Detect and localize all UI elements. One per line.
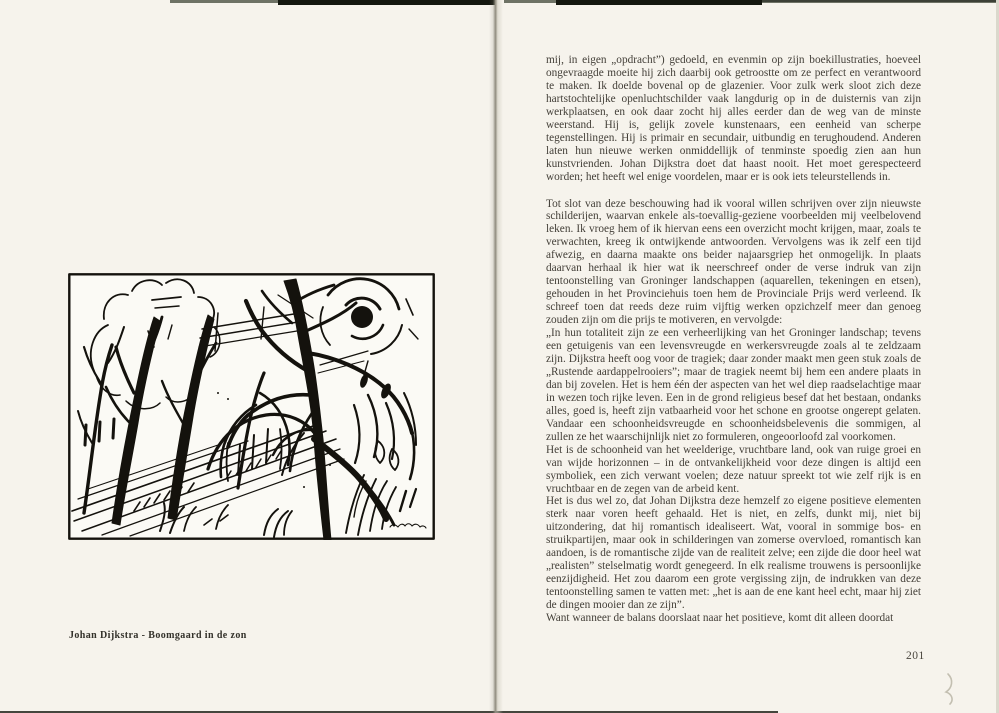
page-curl-mark <box>938 672 962 711</box>
illustration-caption: Johan Dijkstra - Boomgaard in de zon <box>69 630 247 641</box>
body-paragraph: Het is dus wel zo, dat Johan Dijkstra deze hemzelf zo eigene positieve elementen sterk naar voren heeft gehaald. Het is niet, en zelfs, dunkt mij, niet bij uitzondering, dat hij romantisch idealiseert. Wat, vooral in sommige bos- en struikpartijen, maar ook in schilderingen van zomerse overvloed, romantisch kan aandoen, is de romantische zijde van de realiteit zelve; een zijde die door heel wat „realisten” stelselmatig wordt genegeerd. In elk realisme trouwens is persoonlijke eenzijdigheid. Het zou daarom een grote vergissing zijn, de indrukken van deze tentoonstelling samen te vatten met: „het is aan de ene kant heel echt, maar hij ziet de dingen mooier dan ze zijn”. <box>546 495 921 612</box>
orchard-ink-drawing <box>68 273 435 540</box>
body-paragraph: mij, in eigen „opdracht”) gedoeld, en evenmin op zijn boekillustraties, hoeveel ongevraagde moeite hij zich daarbij ook getroostte om ze perfect en verantwoord te maken. Ik doelde bovenal op de glazenier. Voor zulk werk sloot zich deze hartstochtelijke openluchtschilder vaak langdurig op in de duisternis van zijn werkplaatsen, en ook daar zocht hij alles eerder dan de weg van de minste weerstand. Hij is, gelijk zovele kunstenaars, een eenheid van scherpe tegenstellingen. Hij is primair en secundair, uitbundig en terughoudend. Anderen laten hun nieuwe werken onmiddellijk of tenminste spoedig zien aan hun kunstvrienden. Johan Dijkstra doet dat haast nooit. Het moet gerespecteerd worden; het heeft wel enige voordelen, maar er is ook iets teleurstellends in. <box>546 54 921 183</box>
scan-edge-top <box>170 0 999 3</box>
body-paragraph: Tot slot van deze beschouwing had ik vooral willen schrijven over zijn nieuwste schilderijen, waarvan enkele als-toevallig-geziene voorbeelden mij veelbelovend leken. Ik vroeg hem of ik hiervan eens een overzicht mocht krijgen, maar, zoals te verwachten, kreeg ik ontwijkende antwoorden. Vervolgens was ik zelf een tijd afwezig, en daarna maakte ons beider najaarsgriep het onmogelijk. In plaats daarvan herhaal ik hier wat ik neerschreef onder de verse indruk van zijn tentoonstelling van Groninger landschappen (aquarellen, tekeningen en etsen), gehouden in het Provinciehuis toen hem de Provinciale Prijs werd verleend. Ik schreef toen dat reeds deze ruim vijftig werken opzichzelf meer dan genoeg zouden zijn om die prijs te motiveren, en vervolgde: <box>546 197 921 327</box>
body-paragraph: „In hun totaliteit zijn ze een verheerlijking van het Groninger landschap; tevens een getuigenis van een levensvreugde en werkersvreugde zoals al te zeldzaam zijn. Dijkstra heeft oog voor de tragiek; daar zonder maakt men geen stuk zoals de „Rustende aardappelrooiers”; maar de tragiek neemt bij hem een andere plaats in dan bij zovelen. Het is hem één der aspecten van het wel diep raadselachtige maar in wezen toch rijke leven. Een in de grond religieus besef dat het bestaan, ondanks alles, goed is, heeft zijn vatbaarheid voor het schone en grootse ongerept gelaten. Vandaar een schoonheidsvreugde en schoonheidsbelevenis die sommigen, al zullen ze het waarschijnlijk niet zo formuleren, ongeoorloofd zal voorkomen. <box>546 327 921 443</box>
scan-edge-top-right <box>762 0 999 2</box>
body-paragraph: Het is de schoonheid van het weelderige, vruchtbare land, ook van ruige groei en van wijde horizonnen – in de ontvankelijkheid voor deze dingen is altijd een symboliek, een zich verwant voelen; deze natuur spreekt tot wie zelf rijk is en vruchtbaar en de zegen van de arbeid kent. <box>546 443 921 495</box>
scan-edge-top-dark-right <box>556 0 762 5</box>
body-paragraph: Want wanneer de balans doorslaat naar het positieve, komt dit alleen doordat <box>546 612 894 625</box>
scan-edge-top-dark-left <box>278 0 502 5</box>
body-text <box>546 54 921 625</box>
orchard-ink-drawing-svg <box>68 273 435 540</box>
scan-edge-gutter-gap <box>495 0 504 6</box>
page-gutter <box>489 0 503 713</box>
page-number: 201 <box>906 650 925 662</box>
